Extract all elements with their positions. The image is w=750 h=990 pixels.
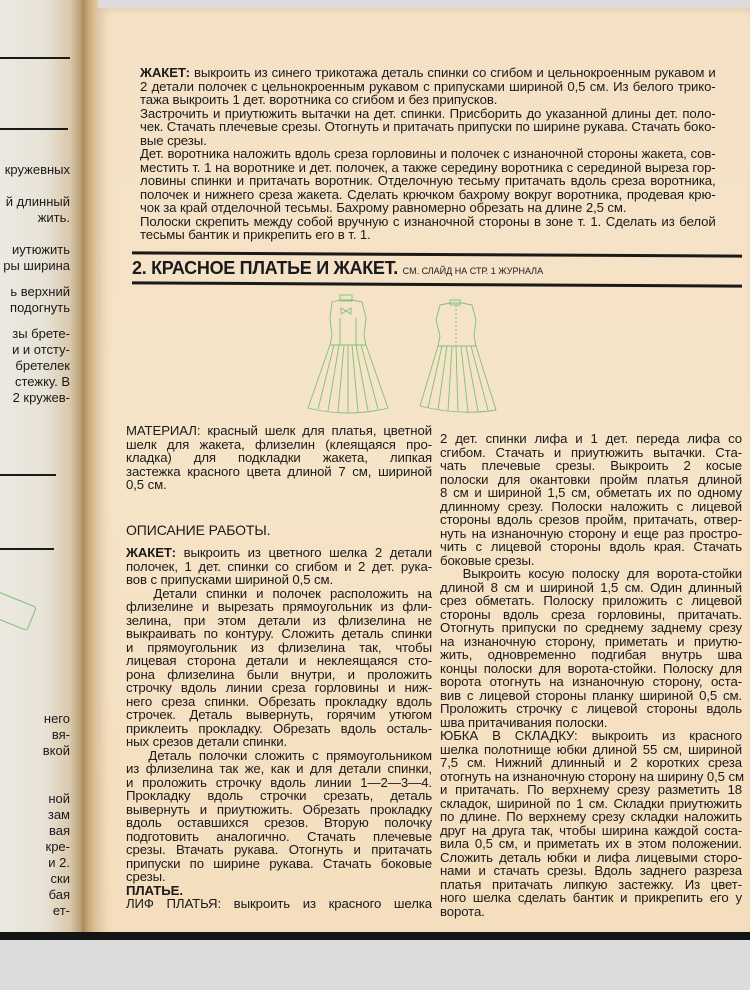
left-page-fragment: бретелек: [15, 358, 70, 373]
section-title-text: 2. КРАСНОЕ ПЛАТЬЕ И ЖАКЕТ.: [132, 258, 398, 278]
work-description-heading: ОПИСАНИЕ РАБОТЫ.: [126, 522, 271, 538]
text-line: тесьмы бантик и прикрепить его в т. 1.: [140, 227, 371, 242]
dress-instructions: 2 дет. спинки лифа и 1 дет. переда лифа со сгибом. Стачать и приутюжить вытачки. Ста- чать плечевые срезы. Выкроить 2 косые полоски для окантовки пройм платья длиной 8 см и шириной 1,5 см, обметать их по одному длинному срезу. Полоски наложить с лицевой стороны вдоль срезов пройм, притачать, отвер- нуть на изнаночную сторону и еще раз простро- чить с лицевой стороны вдоль края. Стачать боковые срезы. Выкроить косую полоску для ворота-стойки длиной 8 см и шириной 1,5 см. Один длинный срез обметать. Полоску приложить с лицевой стороны вдоль среза горловины, притачать. Отогнуть припуски по среднему заднему срезу на изнаночную сторону, приметать и приутю- жить, одновременно подгибая внутрь шва концы полоски для ворота-стойки. Полоску для ворота отогнуть на изнаночную сторону, оста- вив с лицевой стороны планку шириной 0,5 см. Проложить строчку с лицевой стороны вдоль шва притачивания полоски. ЮБКА В СКЛАДКУ: выкроить из красного шелка полотнище юбки длиной 55 см, шириной 7,5 см. Нижний длинный и 2 коротких среза отогнуть на изнаночную сторону на ширину 0,5 см и притачать. По верхнему срезу разметить 18 складок, шириной по 1 см. Складки приутюжить по длине. По верхнему срезу складки наложить друг на друга так, чтобы ширина каждой соста- вила 0,5 см, и приметать их в этом положении. Сложить деталь юбки и лифа лицевыми сторо- нами и стачать срезы. Вдоль заднего разреза платья притачать липкую застежку. Из цвет- ного шелка сделать бантик и прикрепить его у ворота.: [440, 431, 744, 919]
left-page-fragment: подогнуть: [10, 300, 70, 315]
page-edge: [0, 932, 750, 940]
left-page-fragment: й длинный: [5, 194, 70, 209]
dress-front-sketch: [308, 295, 388, 413]
divider: [0, 57, 70, 59]
text-line: Застрочить и приутюжить вытачки на дет. спинки. Присборить до указанной длины дет. поло-: [140, 105, 716, 121]
text-line: Дет. воротника наложить вдоль среза горловины и полочек с изнаночной стороны жакета, сов-: [140, 146, 716, 161]
bodice-line: ЛИФ ПЛАТЬЯ: выкроить из красного шелка: [126, 896, 432, 911]
divider: [0, 474, 56, 476]
jacket-label: ЖАКЕТ:: [126, 545, 176, 560]
divider: [0, 548, 54, 550]
left-page-fragment: бая: [48, 887, 70, 902]
left-page-fragment: ь верхний: [10, 284, 70, 299]
left-page-fragment: и и отсту-: [12, 342, 70, 357]
text-line: полочек и нижнего среза жакета. Сделать крючком бахрому вокруг воротника, продевая крю-: [140, 186, 716, 202]
left-page-fragment: ной: [48, 791, 70, 806]
left-page-fragment: и 2.: [48, 855, 70, 870]
dress-heading: ПЛАТЬЕ.: [126, 882, 183, 898]
left-page-fragment: него: [43, 711, 70, 726]
text-line: ловины спинки и притачать воротник. Отделочную тесьму притачать вдоль среза воротника,: [140, 173, 716, 188]
left-page-fragment: ры ширина: [3, 258, 70, 273]
left-page-fragment: вкой: [42, 743, 70, 758]
jacket-label: ЖАКЕТ:: [140, 65, 190, 80]
dress-back-sketch: [420, 300, 496, 412]
left-page-fragment: 2 кружев-: [12, 390, 70, 405]
text-line: местить т. 1 на воротнике и дет. полочек, а также середину воротника с серединой выреза гор-: [140, 159, 716, 175]
text-line: вые срезы.: [140, 132, 207, 148]
left-page-fragment: кружевных: [4, 162, 70, 177]
left-page-fragment: иутюжить: [11, 242, 70, 257]
left-page-fragment: зы брете-: [12, 326, 70, 341]
left-page-fragment: ет-: [52, 903, 70, 918]
section-subtitle: СМ. СЛАЙД НА СТР. 1 ЖУРНАЛА: [402, 266, 544, 276]
text-line: чок за край отделочной тесьмы. Бахрому равномерно обрезать на длине 2,5 см.: [140, 200, 627, 215]
jacket-instructions-top: ЖАКЕТ: выкроить из синего трикотажа деталь спинки со сгибом и цельнокроенным рукавом и 2 детали полочек с цельнокроенным рукавом с припусками шириной 0,5 см. Из белого трико- тажа выкроить 1 дет. воротника со сгибом и без припусков. Застрочить и приутюжить вытачки на дет. спинки. Присборить до указанной длины дет. поло- чек. Стачать плечевые срезы. Отогнуть и притачать припуски по ширине рукава. Стачать боко- вые срезы. Дет. воротника наложить вдоль среза горловины и полочек с изнаночной стороны жакета, сов- местить т. 1 на воротнике и дет. полочек, а также середину воротника с серединой выреза гор- ловины спинки и притачать воротник. Отделочную тесьму притачать вдоль среза воротника, полочек и нижнего среза жакета. Сделать крючком бахрому вокруг воротника, продевая крю- чок за край отделочной тесьмы. Бахрому равномерно обрезать на длине 2,5 см. Полоски скрепить между собой вручную с изнаночной стороны в зоне т. 1. Сделать из белой тесьмы бантик и прикрепить его в т. 1.: [140, 65, 716, 242]
divider: [0, 128, 68, 130]
jacket-instructions: ЖАКЕТ: выкроить из цветного шелка 2 детали полочек, 1 дет. спинки со сгибом и 2 дет. рука- вов с припусками шириной 0,5 см. Детали спинки и полочек расположить на флизелине и вырезать прямоугольник из фли- зелина, при этом детали из флизелина не выкраивать по контуру. Сложить деталь спинки и прямоугольник из флизелина так, чтобы лицевая сторона детали и неклеящаяся сто- рона флизелина были внутри, и проложить строчку вдоль линии среза горловины и ниж- него среза спинки. Обрезать прокладку вдоль строчек. Деталь вывернуть, горячим утюгом приклеить прокладку. Обрезать вдоль осталь- ных срезов детали спинки. Деталь полочки сложить с прямоугольником из флизелина так же, как и для детали спинки, и проложить строчку вдоль линии 1—2—3—4. Прокладку вдоль строчки срезать, деталь вывернуть и приутюжить. Обрезать прокладку вдоль оставшихся срезов. Вторую полочку подготовить аналогично. Стачать плечевые срезы. Втачать рукава. Отогнуть и притачать припуски по ширине рукава. Стачать боковые срезы. ПЛАТЬЕ. ЛИФ ПЛАТЬЯ: выкроить из красного шелка: [126, 545, 432, 911]
left-page-fragment: вая: [48, 823, 70, 838]
material-paragraph: МАТЕРИАЛ: красный шелк для платья, цветной шелк для жакета, флизелин (клеящаяся про- кладка) для подкладки жакета, липкая застежка красного цвета длиной 7 см, шириной 0,5 см.: [126, 423, 432, 492]
text-line: тажа выкроить 1 дет. воротника со сгибом и без припусков.: [140, 92, 498, 107]
left-page: [0, 0, 82, 935]
dress-illustration: [290, 290, 520, 420]
left-page-fragment: кре-: [45, 839, 70, 854]
left-page-fragment: ски: [50, 871, 70, 886]
skirt-heading: ЮБКА В СКЛАДКУ:: [440, 728, 578, 743]
left-page-fragment: зам: [47, 807, 70, 822]
text-line: чек. Стачать плечевые срезы. Отогнуть и притачать припуски по ширине рукава. Стачать боко-: [140, 119, 716, 134]
left-page-fragment: вя-: [51, 727, 70, 742]
left-page-fragment: жить.: [37, 210, 70, 225]
pattern-piece-sketch: [0, 587, 37, 631]
section-title: [132, 258, 543, 279]
text-line: 2 детали полочек с цельнокроенным рукавом с припусками шириной 0,5 см. Из белого трико-: [140, 78, 716, 94]
left-page-fragment: стежку. В: [14, 374, 70, 389]
text-line: Полоски скрепить между собой вручную с изнаночной стороны в зоне т. 1. Сделать из белой: [140, 213, 716, 229]
